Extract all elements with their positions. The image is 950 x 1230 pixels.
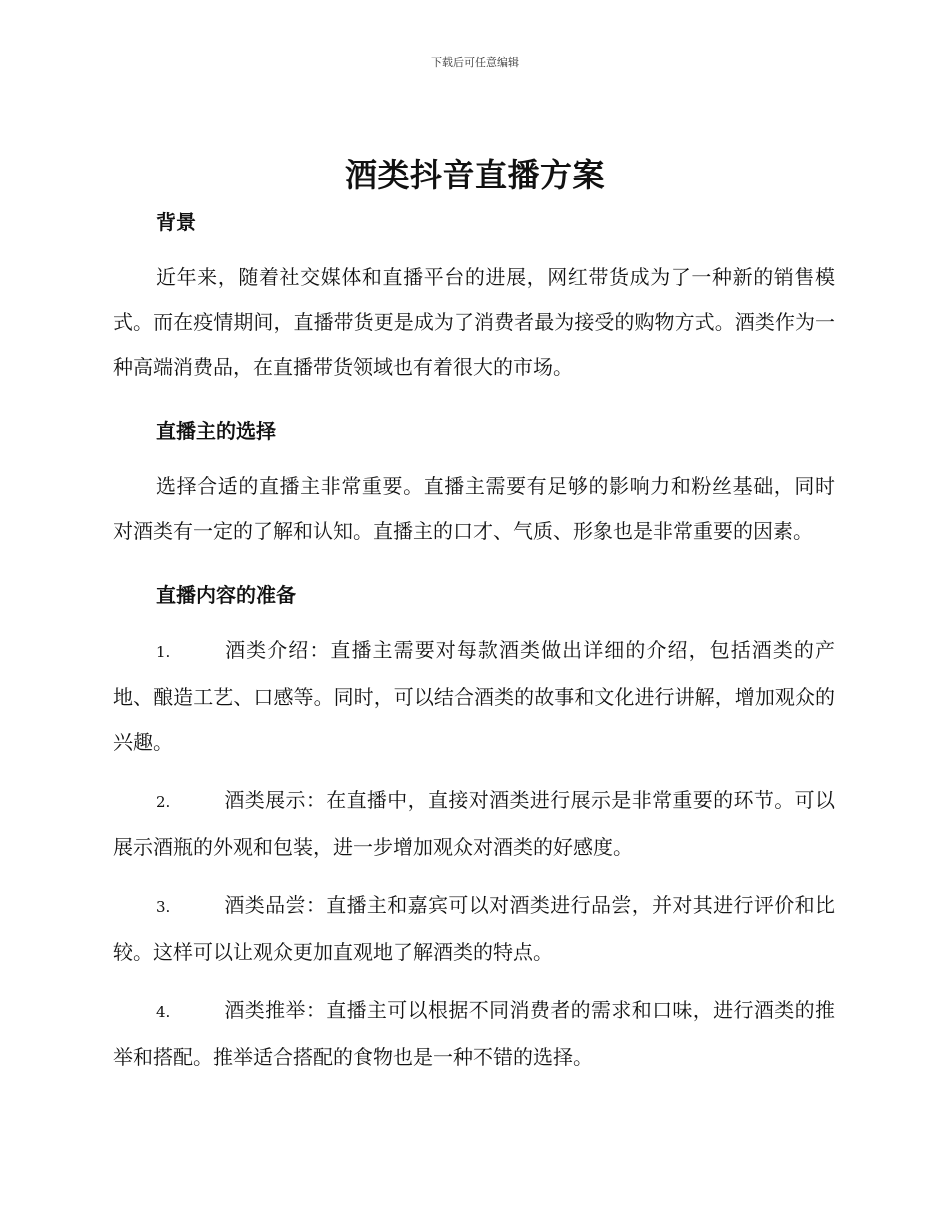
header-note: 下载后可任意编辑 xyxy=(431,56,519,69)
host-selection-paragraph: 选择合适的直播主非常重要。直播主需要有足够的影响力和粉丝基础，同时对酒类有一定的了解和认知。直播主的口才、气质、形象也是非常重要的因素。 xyxy=(113,474,835,543)
page-title: 酒类抖音直播方案 xyxy=(344,156,605,194)
list-item-text: 酒类介绍：直播主需要对每款酒类做出详细的介绍，包括酒类的产地、酿造工艺、口感等。同时，可以结合酒类的故事和文化进行讲解，增加观众的兴趣。 xyxy=(113,638,835,754)
list-item-number: 2. xyxy=(156,793,171,811)
content-prep-list xyxy=(113,628,835,1080)
document-body xyxy=(113,205,835,1080)
list-item-text: 酒类展示：在直播中，直接对酒类进行展示是非常重要的环节。可以展示酒瓶的外观和包装，进一步增加观众对酒类的好感度。 xyxy=(113,788,835,859)
list-item-text: 酒类品尝：直播主和嘉宾可以对酒类进行品尝，并对其进行评价和比较。这样可以让观众更加直观地了解酒类的特点。 xyxy=(113,893,835,964)
section-heading-content-prep: 直播内容的准备 xyxy=(156,583,296,607)
list-item xyxy=(113,988,835,1080)
list-item xyxy=(113,778,835,870)
list-item-number: 3. xyxy=(156,898,171,916)
section-heading-host-selection: 直播主的选择 xyxy=(156,419,276,443)
list-item-text: 酒类推举：直播主可以根据不同消费者的需求和口味，进行酒类的推举和搭配。推举适合搭配的食物也是一种不错的选择。 xyxy=(113,998,835,1069)
list-item xyxy=(113,628,835,765)
list-item-number: 4. xyxy=(156,1003,171,1021)
list-item xyxy=(113,883,835,975)
list-item-number: 1. xyxy=(156,643,171,661)
background-paragraph: 近年来，随着社交媒体和直播平台的进展，网红带货成为了一种新的销售模式。而在疫情期间，直播带货更是成为了消费者最为接受的购物方式。酒类作为一种高端消费品，在直播带货领域也有着很大的市场。 xyxy=(113,265,835,379)
section-heading-background: 背景 xyxy=(156,210,196,234)
